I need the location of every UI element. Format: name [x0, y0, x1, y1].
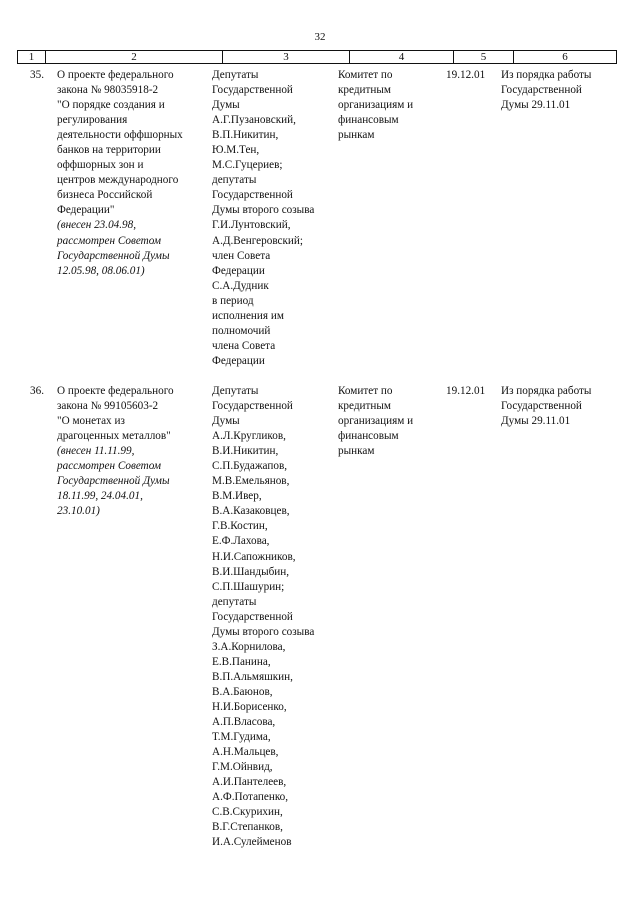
status-line: Государственной — [501, 400, 582, 413]
bill-title-line: О проекте федерального — [57, 385, 174, 397]
committee-line: Комитет по — [338, 69, 393, 81]
bill-title-line: "О порядке создания и — [57, 99, 165, 112]
bill-note-line: 12.05.98, 08.06.01) — [57, 264, 145, 277]
header-column-1: 1 — [18, 51, 46, 63]
author-line: В.М.Ивер, — [212, 490, 262, 503]
author-line: Думы второго созыва — [212, 625, 315, 638]
bill-title-line: банков на территории — [57, 144, 161, 157]
author-line: А.Н.Мальцев, — [212, 746, 279, 759]
author-line: исполнения им — [212, 309, 284, 322]
author-line: Государственной — [212, 610, 293, 623]
author-line: С.А.Дудник — [212, 279, 269, 292]
author-line: депутаты — [212, 595, 257, 608]
authors-cell — [212, 68, 337, 369]
bill-note-line: (внесен 23.04.98, — [57, 219, 137, 232]
header-column-6: 6 — [562, 51, 568, 63]
author-line: В.П.Никитин, — [212, 129, 279, 142]
author-line: Федерации — [212, 264, 265, 277]
bill-note-line: рассмотрен Советом — [57, 234, 162, 247]
author-line: А.И.Пантелеев, — [212, 776, 287, 789]
committee-line: финансовым — [338, 114, 399, 127]
bill-title-line: центров международного — [57, 174, 179, 187]
committee-line: рынкам — [338, 445, 375, 458]
header-column-2: 2 — [46, 51, 223, 63]
bill-title-line: деятельности оффшорных — [57, 129, 183, 142]
author-line: депутаты — [212, 174, 257, 187]
committee-cell — [338, 384, 438, 459]
author-line: В.А.Казаковцев, — [212, 505, 290, 518]
author-line: А.Ф.Потапенко, — [212, 791, 289, 804]
bill-note-line: 23.10.01) — [57, 505, 100, 518]
author-line: полномочий — [212, 324, 271, 337]
bill-title-line: драгоценных металлов" — [57, 430, 171, 443]
author-line: М.В.Емельянов, — [212, 475, 290, 488]
bill-note-line: Государственной Думы — [57, 249, 170, 262]
author-line: Н.И.Сапожников, — [212, 550, 296, 563]
committee-line: финансовым — [338, 430, 399, 443]
bill-title-cell — [57, 68, 207, 279]
status-line: Государственной — [501, 84, 582, 97]
author-line: В.И.Шандыбин, — [212, 565, 290, 578]
status-line: Думы 29.11.01 — [501, 415, 571, 428]
author-line: А.Л.Кругликов, — [212, 430, 286, 443]
page-number: 32 — [314, 31, 326, 43]
author-line: Ю.М.Тен, — [212, 144, 260, 157]
author-line: Г.В.Костин, — [212, 520, 268, 533]
bill-title-cell — [57, 384, 207, 519]
committee-cell — [338, 68, 438, 143]
entry-number: 35. — [30, 69, 44, 81]
author-line: И.А.Сулейменов — [212, 836, 292, 849]
committee-line: рынкам — [338, 129, 375, 142]
author-line: А.П.Власова, — [212, 716, 276, 729]
author-line: С.П.Шашурин; — [212, 580, 285, 593]
author-line: Государственной — [212, 189, 293, 202]
bill-title-line: О проекте федерального — [57, 69, 174, 81]
author-line: С.П.Будажапов, — [212, 460, 288, 473]
author-line: С.В.Скурихин, — [212, 806, 283, 819]
author-line: Государственной — [212, 84, 293, 97]
author-line: В.А.Баюнов, — [212, 685, 273, 698]
author-line: В.Г.Степанков, — [212, 821, 283, 834]
status-line: Думы 29.11.01 — [501, 99, 571, 112]
author-line: В.И.Никитин, — [212, 445, 279, 458]
bill-title-line: оффшорных зон и — [57, 159, 144, 172]
bill-title-line: закона № 98035918-2 — [57, 84, 159, 97]
author-line: Государственной — [212, 400, 293, 413]
authors-cell — [212, 384, 337, 850]
author-line: в период — [212, 294, 254, 307]
author-line: З.А.Корнилова, — [212, 640, 286, 653]
status-line: Из порядка работы — [501, 69, 592, 81]
bill-title-line: "О монетах из — [57, 415, 125, 428]
author-line: член Совета — [212, 249, 271, 262]
author-line: А.Г.Пузановский, — [212, 114, 296, 127]
header-column-3: 3 — [223, 51, 350, 63]
author-line: Е.В.Панина, — [212, 655, 271, 668]
status-cell — [501, 68, 621, 113]
committee-line: организациям и — [338, 99, 414, 112]
bill-title-line: Федерации" — [57, 204, 115, 217]
author-line: Думы — [212, 415, 240, 428]
committee-line: кредитным — [338, 84, 391, 97]
bill-note-line: 18.11.99, 24.04.01, — [57, 490, 143, 503]
author-line: Е.Ф.Лахова, — [212, 535, 270, 548]
entry-number: 36. — [30, 385, 44, 397]
author-line: Н.И.Борисенко, — [212, 700, 287, 713]
date-cell: 19.12.01 — [446, 69, 486, 81]
bill-note-line: рассмотрен Советом — [57, 460, 162, 473]
author-line: М.С.Гуцериев; — [212, 159, 283, 172]
table-header-row — [17, 50, 617, 64]
author-line: Депутаты — [212, 69, 259, 81]
author-line: Депутаты — [212, 385, 259, 397]
header-column-5: 5 — [454, 51, 514, 63]
author-line: В.П.Альмяшкин, — [212, 670, 293, 683]
author-line: Федерации — [212, 354, 265, 367]
committee-line: организациям и — [338, 415, 414, 428]
bill-title-line: регулирования — [57, 114, 128, 127]
header-column-4: 4 — [350, 51, 454, 63]
committee-line: Комитет по — [338, 385, 393, 397]
author-line: А.Д.Венгеровский; — [212, 234, 304, 247]
author-line: Г.И.Лунтовский, — [212, 219, 291, 232]
bill-title-line: закона № 99105603-2 — [57, 400, 159, 413]
status-line: Из порядка работы — [501, 385, 592, 397]
status-cell — [501, 384, 621, 429]
author-line: Г.М.Ойнвид, — [212, 761, 273, 774]
committee-line: кредитным — [338, 400, 391, 413]
author-line: члена Совета — [212, 339, 276, 352]
author-line: Т.М.Гудима, — [212, 731, 271, 744]
bill-title-line: бизнеса Российской — [57, 189, 153, 202]
bill-note-line: (внесен 11.11.99, — [57, 445, 135, 458]
date-cell: 19.12.01 — [446, 385, 486, 397]
author-line: Думы второго созыва — [212, 204, 315, 217]
bill-note-line: Государственной Думы — [57, 475, 170, 488]
author-line: Думы — [212, 99, 240, 112]
